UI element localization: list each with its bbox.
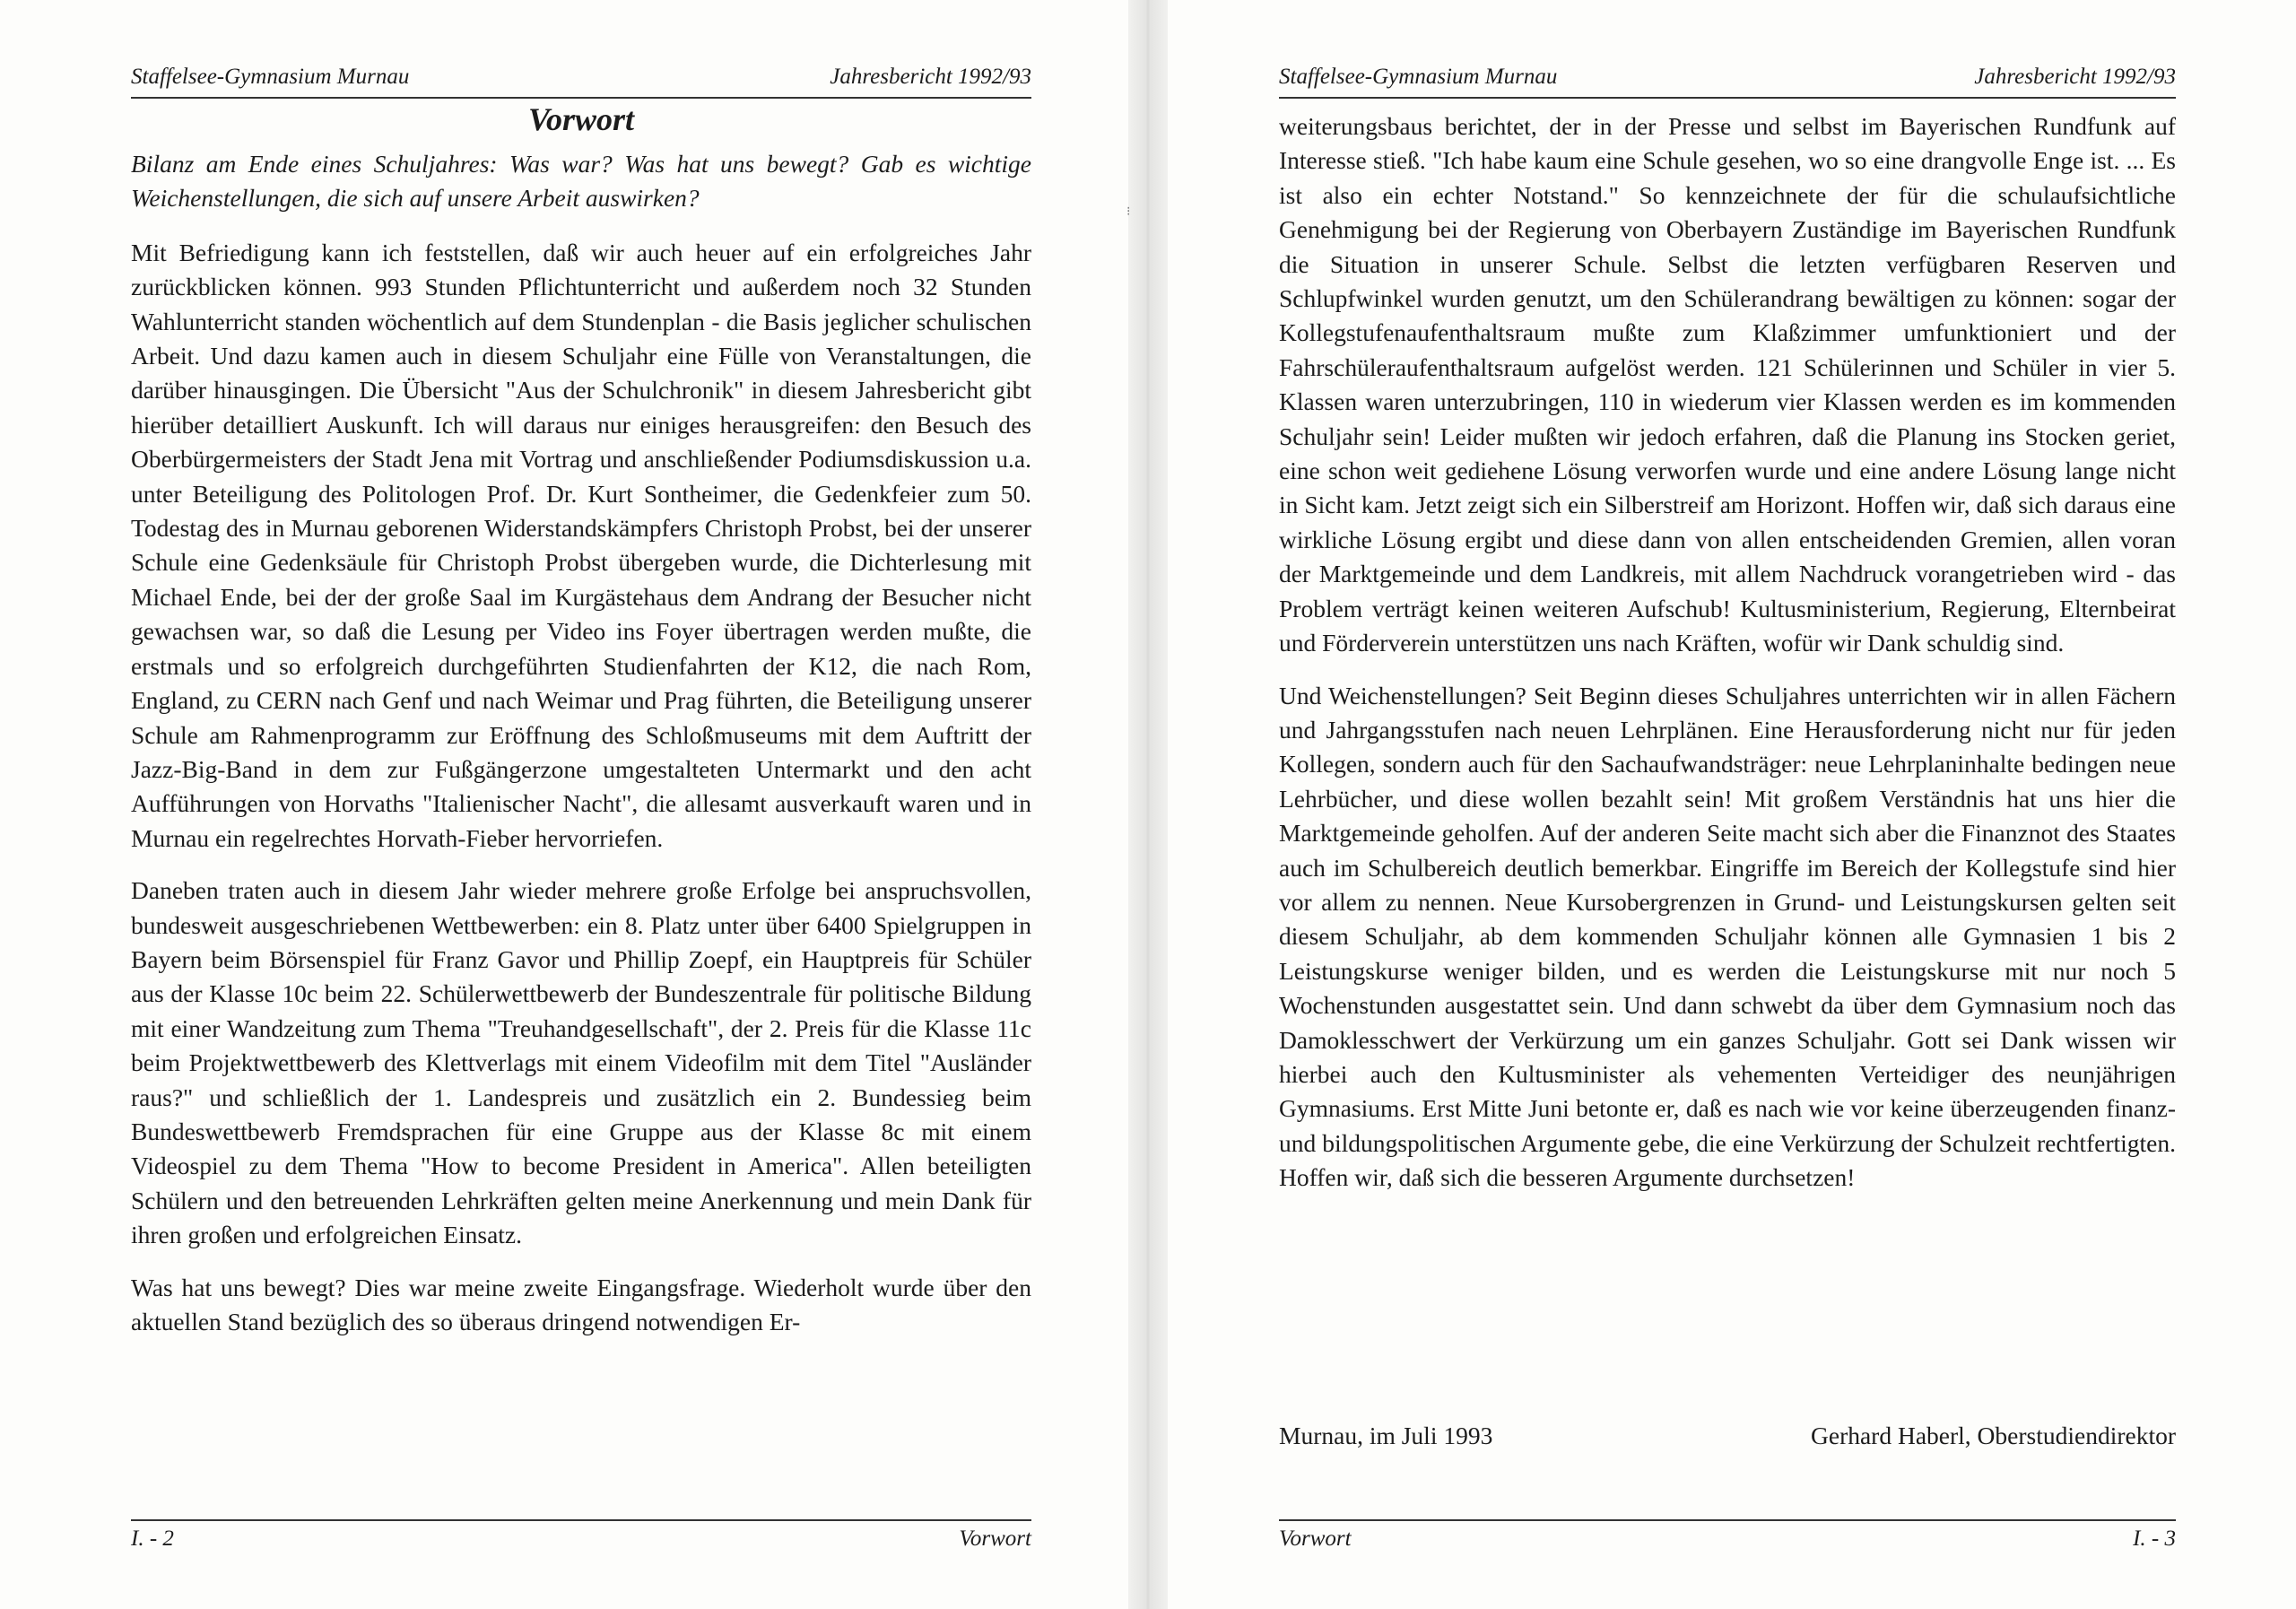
page-title: Vorwort (527, 101, 635, 137)
place-date: Murnau, im Juli 1993 (1279, 1422, 1493, 1449)
right-page-footer (1279, 1519, 2176, 1557)
paragraph: Mit Befriedigung kann ich feststellen, daß wir auch heuer auf ein erfolgreiches Jahr zurückblicken können. 993 Stunden Pflichtunterricht und außerdem noch 32 Stunden Wahlunterricht standen wöchentlich auf dem Stundenplan - die Basis jeglicher schulischen Arbeit. Und dazu kamen auch in diesem Schuljahr eine Fülle von Veranstaltungen, die darüber hinausgingen. Die Übersicht "Aus der Schulchronik" in diesem Jahresbericht gibt hierüber detailliert Auskunft. Ich will daraus nur einiges herausgreifen: den Besuch des Oberbürgermeisters der Stadt Jena mit Vortrag und anschließender Podiumsdiskussion u.a. unter Beteiligung des Politologen Prof. Dr. Kurt Sontheimer, die Gedenkfeier zum 50. Todestag des in Murnau geborenen Widerstandskämpfers Christoph Probst, bei der unserer Schule eine Gedenksäule für Christoph Probst übergeben wurde, die Dichterlesung mit Michael Ende, bei der der große Saal im Kurgästehaus dem Andrang der Besucher nicht gewachsen war, so daß die Lesung per Video ins Foyer übertragen werden mußte, die erstmals und so erfolgreich durchgeführten Studienfahrten der K12, die nach Rom, England, zu CERN nach Genf und nach Weimar und Prag führten, die Beteiligung unserer Schule am Rahmenprogramm zur Eröffnung des Schloßmuseums mit dem Auftritt der Jazz-Big-Band in dem zur Fußgängerzone umgestalteten Untermarkt und den acht Aufführungen von Horvaths "Italienischer Nacht", die allesamt ausverkauft waren und in Murnau ein regelrechtes Horvath-Fieber hervorriefen. (131, 238, 1031, 852)
left-page (0, 0, 1128, 1609)
header-school-name: Staffelsee-Gymnasium Murnau (1279, 65, 1558, 89)
header-report-title: Jahresbericht 1992/93 (1974, 65, 2176, 89)
paragraph: weiterungsbaus berichtet, der in der Presse und selbst im Bayerischen Rundfunk auf Interesse stieß. "Ich habe kaum eine Schule gesehen, wo so eine drangvolle Enge ist. ... Es ist also ein echter Notstand." So kennzeichnete der für die schulaufsichtliche Genehmigung bei der Regierung von Oberbayern Zuständige im Bayerischen Rundfunk die Situation in unserer Schule. Selbst die letzten verfügbaren Reserven und Schlupfwinkel wurden genutzt, um den Schülerandrang bewältigen zu können: sogar der Kollegstufenaufenthaltsraum mußte zum Klaßzimmer umfunktioniert und der Fahrschüleraufenthaltsraum aufgelöst werden. 121 Schülerinnen und Schüler in vier 5. Klassen waren unterzubringen, 110 in wiederum vier Klassen werden es im kommenden Schuljahr sein! Leider mußten wir jedoch erfahren, daß die Planung ins Stocken geriet, eine schon weit gediehene Lösung verworfen wurde und eine andere Lösung lange nicht in Sicht kam. Jetzt zeigt sich ein Silberstreif am Horizont. Hoffen wir, daß sich daraus eine wirkliche Lösung ergibt und diese dann von allen entscheidenden Gremien, allen voran der Marktgemeinde und dem Landkreis, mit allem Nachdruck vorangetrieben wird - das Problem verträgt keinen weiteren Aufschub! Kultusministerium, Regierung, Elternbeirat und Förderverein unterstützen uns nach Kräften, wofür wir Dank schuldig sind. (1279, 112, 2176, 657)
paragraph: Daneben traten auch in diesem Jahr wieder mehrere große Erfolge bei anspruchsvollen, bundesweit ausgeschriebenen Wettbewerben: ein 8. Platz unter über 6400 Spielgruppen in Bayern beim Börsenspiel für Franz Gavor und Phillip Zoepf, ein Hauptpreis für Schüler aus der Klasse 10c beim 22. Schülerwettbewerb der Bundeszentrale für politische Bildung mit einer Wandzeitung zum Thema "Treuhandgesellschaft", der 2. Preis für die Klasse 11c beim Projektwettbewerb des Klettverlags mit einem Videofilm mit dem Titel "Ausländer raus?" und schließlich der 1. Landespreis und zusätzlich ein 2. Bundessieg beim Bundeswettbewerb Fremdsprachen für eine Gruppe aus der Klasse 8c mit einem Videospiel zu dem Thema "How to become President in America". Allen beteiligten Schülern und den betreuenden Lehrkräften gelten meine Anerkennung und mein Dank für ihren großen und erfolgreichen Einsatz. (131, 876, 1031, 1249)
left-page-header (131, 57, 1031, 99)
left-page-content (131, 97, 1031, 1357)
paragraph: Und Weichenstellungen? Seit Beginn dieses Schuljahres unterrichten wir in allen Fächern und Jahrgangsstufen nach neuen Lehrplänen. Eine Herausforderung nicht nur für jeden Kollegen, sondern auch für den Sachaufwandsträger: neue Lehrplaninhalte bedingen neue Lehrbücher, und diese wollen bezahlt sein! Mit großem Verständnis hat uns hier die Marktgemeinde geholfen. Auf der anderen Seite macht sich aber die Finanznot des Staates auch im Schulbereich deutlich bemerkbar. Eingriffe im Bereich der Kollegstufe sind hier vor allem zu nennen. Neue Kursobergrenzen in Grund- und Leistungskursen gelten seit diesem Schuljahr, ab dem kommenden Schuljahr können alle Gymnasien 1 bis 2 Leistungskurse weniger bilden, und es werden die Leistungskurse mit nur noch 5 Wochenstunden ausgestattet sein. Und dann schwebt da über dem Gymnasium noch das Damoklesschwert der Verkürzung um ein ganzes Schuljahr. Gott sei Dank wissen wir hierbei auch den Kultusminister als vehementen Verteidiger des neunjährigen Gymnasiums. Erst Mitte Juni betonte er, daß es nach wie vor keine überzeugenden finanz- und bildungspolitischen Argumente gebe, die eine Verkürzung der Schulzeit rechtfertigten. Hoffen wir, daß sich die besseren Argumente durchsetzen! (1279, 681, 2176, 1192)
header-school-name: Staffelsee-Gymnasium Murnau (131, 65, 410, 89)
author-signature: Gerhard Haberl, Oberstudiendirektor (1811, 1422, 2176, 1449)
book-gutter (1128, 0, 1168, 1609)
right-page-header (1279, 57, 2176, 99)
right-page-content (1279, 109, 2176, 1213)
footer-section-name: Vorwort (1279, 1526, 1352, 1551)
page-number: I. - 2 (131, 1526, 174, 1551)
paragraph: Was hat uns bewegt? Dies war meine zweite Eingangsfrage. Wiederholt wurde über den aktuellen Stand bezüglich des so überaus dringend notwendigen Er- (131, 1273, 1031, 1335)
left-page-footer (131, 1519, 1031, 1557)
page-number: I. - 3 (2133, 1526, 2176, 1551)
gutter-mark: ⁝ (1126, 205, 1131, 219)
footer-section-name: Vorwort (959, 1526, 1031, 1551)
signature-line (1279, 1419, 2176, 1453)
lead-question: Bilanz am Ende eines Schuljahres: Was war? Was hat uns bewegt? Gab es wichtige Weichenstellungen, die sich auf unsere Arbeit auswirken? (131, 150, 1031, 213)
right-page (1168, 0, 2296, 1609)
header-report-title: Jahresbericht 1992/93 (830, 65, 1031, 89)
